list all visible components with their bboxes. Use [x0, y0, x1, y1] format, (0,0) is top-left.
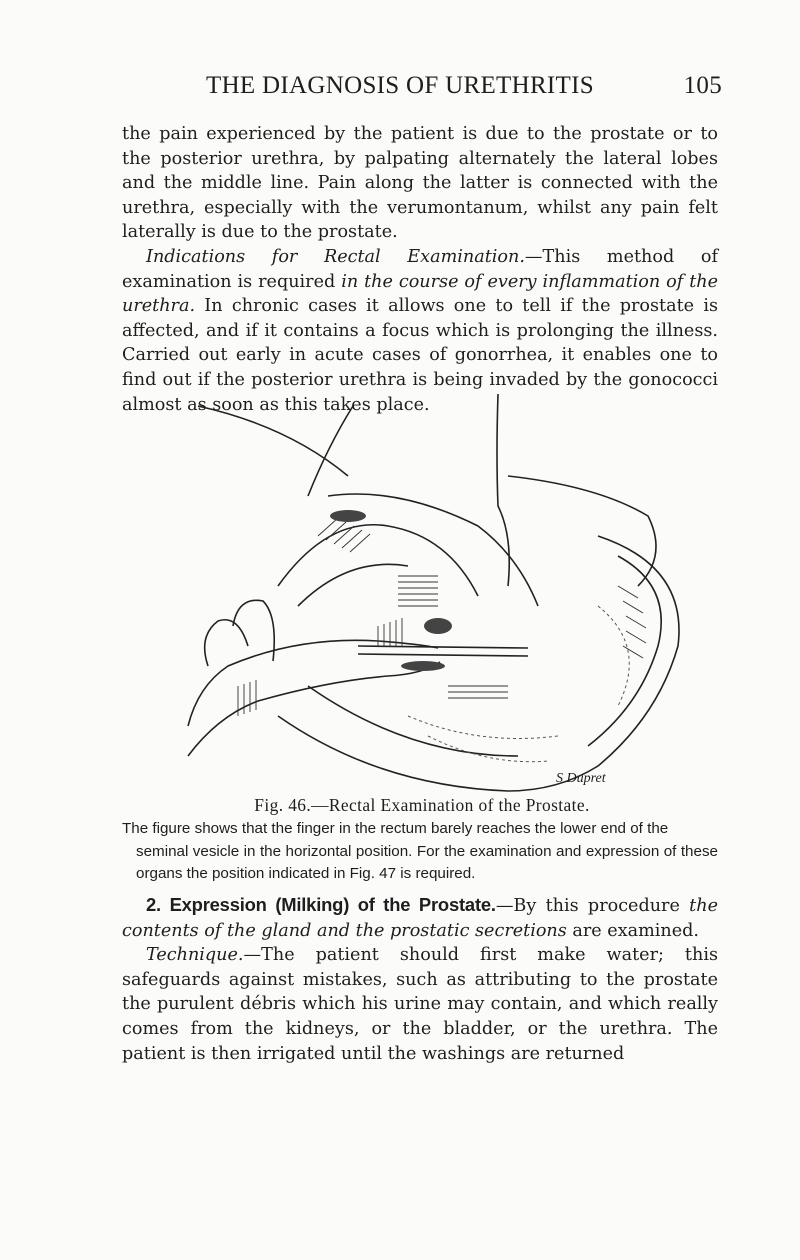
anatomical-figure	[178, 386, 710, 796]
running-head: THE DIAGNOSIS OF URETHRITIS	[206, 72, 594, 99]
text-block-bottom	[122, 893, 718, 1066]
indications-text-a: —This method of examination is required	[122, 246, 718, 292]
expression-text-a: —By this procedure	[495, 896, 690, 916]
technique-text: —The patient should first make water; this safeguards against mistakes, such as attributing to the prostate the purulent débris which his urine may contain, and which really comes from the kidneys, or the bladder, or the urethra. The patient is then irrigated until the washings are returned	[122, 945, 718, 1064]
page-header	[122, 68, 722, 108]
text-block-top	[122, 122, 718, 417]
paragraph-technique	[122, 943, 718, 1066]
figure-caption	[122, 818, 718, 886]
caption-line-1: The figure shows that the finger in the rectum barely reaches the lower end of the	[122, 820, 669, 837]
caption-rest: seminal vesicle in the horizontal position. For the examination and expression of these organs the position indicated in Fig. 47 is required.	[136, 842, 718, 882]
figure-caption-title: Fig. 46.—Rectal Examination of the Prostate.	[254, 795, 590, 815]
section-number: 2.	[146, 894, 170, 915]
indications-emphasis: in the course of every inflammation of the urethra.	[122, 271, 719, 317]
page-number: 105	[683, 72, 722, 99]
technique-heading: Technique.	[146, 945, 244, 966]
expression-emphasis: the contents of the gland and the prostatic secretions	[122, 896, 718, 941]
expression-text-b: are examined.	[566, 920, 700, 941]
paragraph-expression	[122, 893, 718, 943]
section-title: Expression (Milking) of the Prostate.	[169, 894, 496, 915]
artist-signature: S Dupret	[556, 771, 606, 786]
rectal-examination-illustration	[178, 386, 710, 796]
paragraph-pain: the pain experienced by the patient is due to the prostate or to the posterior urethra, by palpating alternately the lateral lobes and the middle line. Pain along the latter is connected with the urethra, especially with the verumontanum, whilst any pain felt laterally is due to the prostate.	[122, 124, 718, 243]
indications-heading: Indications for Rectal Examination.	[146, 246, 525, 267]
indications-text-b: In chronic cases it allows one to tell if the prostate is affected, and if it contains a focus which is prolonging the illness. Carried out early in acute cases of gonorrhea, it enables one to find out if the posterior urethra is being invaded by the gonococci almost as soon as this takes place.	[122, 296, 718, 415]
